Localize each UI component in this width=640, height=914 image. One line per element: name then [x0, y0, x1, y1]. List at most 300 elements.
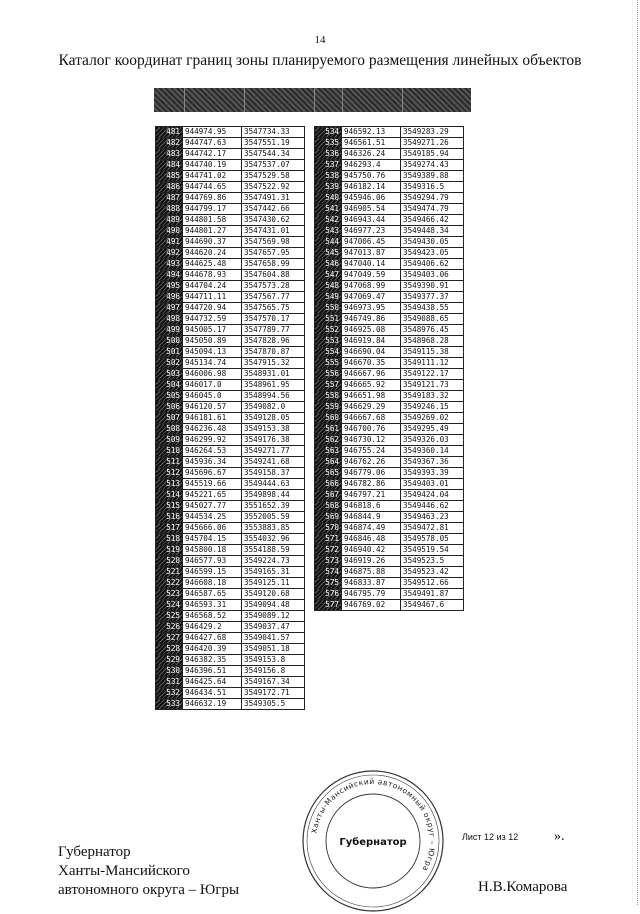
y-coordinate: 3549403.01 — [401, 479, 464, 490]
point-number: 508 — [156, 424, 183, 435]
point-number: 531 — [156, 677, 183, 688]
x-coordinate: 946651.98 — [342, 391, 401, 402]
table-row — [156, 699, 305, 710]
point-number: 522 — [156, 578, 183, 589]
x-coordinate: 945027.77 — [183, 501, 242, 512]
signer-name: Н.В.Комарова — [478, 879, 568, 895]
point-number: 524 — [156, 600, 183, 611]
y-coordinate: 3549120.68 — [242, 589, 305, 600]
point-number: 481 — [156, 127, 183, 138]
y-coordinate: 3549424.04 — [401, 490, 464, 501]
point-number: 519 — [156, 545, 183, 556]
y-coordinate: 3549360.14 — [401, 446, 464, 457]
point-number: 497 — [156, 303, 183, 314]
point-number: 525 — [156, 611, 183, 622]
x-coordinate: 946730.12 — [342, 435, 401, 446]
x-coordinate: 946919.26 — [342, 556, 401, 567]
point-number: 576 — [315, 589, 342, 600]
table-row — [156, 292, 305, 303]
table-row — [315, 281, 464, 292]
y-coordinate: 3547828.96 — [242, 336, 305, 347]
y-coordinate: 3549389.88 — [401, 171, 464, 182]
point-number: 543 — [315, 226, 342, 237]
y-coordinate: 3549156.8 — [242, 666, 305, 677]
y-coordinate: 3549898.44 — [242, 490, 305, 501]
point-number: 498 — [156, 314, 183, 325]
x-coordinate: 946181.61 — [183, 413, 242, 424]
x-coordinate: 946568.52 — [183, 611, 242, 622]
y-coordinate: 3552005.59 — [242, 512, 305, 523]
point-number: 567 — [315, 490, 342, 501]
point-number: 559 — [315, 402, 342, 413]
x-coordinate: 944740.19 — [183, 160, 242, 171]
x-coordinate: 946762.26 — [342, 457, 401, 468]
point-number: 570 — [315, 523, 342, 534]
table-row — [156, 479, 305, 490]
point-number: 500 — [156, 336, 183, 347]
x-coordinate: 944732.59 — [183, 314, 242, 325]
table-row — [315, 523, 464, 534]
y-coordinate: 3549523.42 — [401, 567, 464, 578]
y-coordinate: 3549446.62 — [401, 501, 464, 512]
x-coordinate: 947049.59 — [342, 270, 401, 281]
y-coordinate: 3549274.43 — [401, 160, 464, 171]
table-row — [156, 138, 305, 149]
y-coordinate: 3547551.19 — [242, 138, 305, 149]
point-number: 564 — [315, 457, 342, 468]
table-row — [156, 215, 305, 226]
x-coordinate: 946875.88 — [342, 567, 401, 578]
x-coordinate: 946629.29 — [342, 402, 401, 413]
seal-ring-text: Ханты-Мансийский автономный округ – Югра — [309, 776, 438, 874]
table-row — [156, 501, 305, 512]
x-coordinate: 946427.68 — [183, 633, 242, 644]
point-number: 554 — [315, 347, 342, 358]
x-coordinate: 946700.76 — [342, 424, 401, 435]
x-coordinate: 946120.57 — [183, 402, 242, 413]
y-coordinate: 3549448.34 — [401, 226, 464, 237]
x-coordinate: 946293.4 — [342, 160, 401, 171]
point-number: 483 — [156, 149, 183, 160]
x-coordinate: 946782.86 — [342, 479, 401, 490]
signer-position-line: Губернатор — [58, 844, 131, 860]
y-coordinate: 3547565.75 — [242, 303, 305, 314]
y-coordinate: 3549153.8 — [242, 655, 305, 666]
point-number: 556 — [315, 369, 342, 380]
table-row — [315, 248, 464, 259]
point-number: 494 — [156, 270, 183, 281]
y-coordinate: 3547431.01 — [242, 226, 305, 237]
y-coordinate: 3549467.6 — [401, 600, 464, 611]
table-row — [156, 589, 305, 600]
table-row — [315, 589, 464, 600]
point-number: 563 — [315, 446, 342, 457]
table-row — [156, 314, 305, 325]
y-coordinate: 3549403.06 — [401, 270, 464, 281]
x-coordinate: 944744.65 — [183, 182, 242, 193]
x-coordinate: 945704.15 — [183, 534, 242, 545]
point-number: 545 — [315, 248, 342, 259]
x-coordinate: 944711.11 — [183, 292, 242, 303]
table-row — [315, 215, 464, 226]
point-number: 540 — [315, 193, 342, 204]
x-coordinate: 946690.04 — [342, 347, 401, 358]
point-number: 517 — [156, 523, 183, 534]
page-number: 14 — [314, 34, 326, 46]
x-coordinate: 947068.99 — [342, 281, 401, 292]
y-coordinate: 3549491.87 — [401, 589, 464, 600]
point-number: 550 — [315, 303, 342, 314]
table-row — [156, 413, 305, 424]
y-coordinate: 3548968.28 — [401, 336, 464, 347]
table-row — [156, 600, 305, 611]
x-coordinate: 946632.19 — [183, 699, 242, 710]
y-coordinate: 3551652.39 — [242, 501, 305, 512]
signer-position-line: автономного округа – Югры — [58, 882, 240, 898]
x-coordinate: 947006.45 — [342, 237, 401, 248]
table-row — [315, 171, 464, 182]
point-number: 577 — [315, 600, 342, 611]
table-row — [156, 281, 305, 292]
point-number: 547 — [315, 270, 342, 281]
table-row — [156, 490, 305, 501]
x-coordinate: 946264.53 — [183, 446, 242, 457]
x-coordinate: 946396.51 — [183, 666, 242, 677]
table-row — [156, 611, 305, 622]
x-coordinate: 946006.98 — [183, 369, 242, 380]
x-coordinate: 945800.18 — [183, 545, 242, 556]
x-coordinate: 945696.67 — [183, 468, 242, 479]
y-coordinate: 3554188.59 — [242, 545, 305, 556]
x-coordinate: 946846.48 — [342, 534, 401, 545]
table-row — [156, 204, 305, 215]
table-row — [156, 523, 305, 534]
y-coordinate: 3549041.57 — [242, 633, 305, 644]
x-coordinate: 947040.14 — [342, 259, 401, 270]
x-coordinate: 944704.24 — [183, 281, 242, 292]
table-row — [315, 435, 464, 446]
y-coordinate: 3549224.73 — [242, 556, 305, 567]
point-number: 510 — [156, 446, 183, 457]
y-coordinate: 3549094.48 — [242, 600, 305, 611]
x-coordinate: 944974.95 — [183, 127, 242, 138]
x-coordinate: 947013.87 — [342, 248, 401, 259]
point-number: 488 — [156, 204, 183, 215]
coordinate-table-right — [314, 126, 464, 611]
y-coordinate: 3549089.12 — [242, 611, 305, 622]
document-title: Каталог координат границ зоны планируемого размещения линейных объектов — [58, 52, 582, 69]
y-coordinate: 3549519.54 — [401, 545, 464, 556]
signer-position — [58, 843, 239, 900]
y-coordinate: 3549512.66 — [401, 578, 464, 589]
x-coordinate: 946587.65 — [183, 589, 242, 600]
point-number: 573 — [315, 556, 342, 567]
point-number: 539 — [315, 182, 342, 193]
table-row — [156, 622, 305, 633]
point-number: 512 — [156, 468, 183, 479]
point-number: 535 — [315, 138, 342, 149]
point-number: 533 — [156, 699, 183, 710]
page-edge-line — [636, 0, 638, 905]
point-number: 558 — [315, 391, 342, 402]
x-coordinate: 946665.92 — [342, 380, 401, 391]
y-coordinate: 3549153.38 — [242, 424, 305, 435]
x-coordinate: 944625.48 — [183, 259, 242, 270]
table-row — [315, 534, 464, 545]
y-coordinate: 3547430.62 — [242, 215, 305, 226]
y-coordinate: 3549444.63 — [242, 479, 305, 490]
y-coordinate: 3547789.77 — [242, 325, 305, 336]
table-row — [315, 413, 464, 424]
point-number: 552 — [315, 325, 342, 336]
x-coordinate: 944799.17 — [183, 204, 242, 215]
point-number: 542 — [315, 215, 342, 226]
x-coordinate: 945134.74 — [183, 358, 242, 369]
x-coordinate: 945750.76 — [342, 171, 401, 182]
table-row — [315, 490, 464, 501]
table-row — [156, 237, 305, 248]
y-coordinate: 3549115.38 — [401, 347, 464, 358]
table-row — [156, 567, 305, 578]
point-number: 562 — [315, 435, 342, 446]
table-header-bar — [154, 88, 471, 112]
point-number: 566 — [315, 479, 342, 490]
x-coordinate: 944769.86 — [183, 193, 242, 204]
y-coordinate: 3549128.05 — [242, 413, 305, 424]
table-row — [315, 182, 464, 193]
point-number: 572 — [315, 545, 342, 556]
point-number: 549 — [315, 292, 342, 303]
y-coordinate: 3547573.28 — [242, 281, 305, 292]
point-number: 499 — [156, 325, 183, 336]
y-coordinate: 3549088.65 — [401, 314, 464, 325]
x-coordinate: 946425.64 — [183, 677, 242, 688]
table-row — [156, 325, 305, 336]
table-row — [156, 380, 305, 391]
y-coordinate: 3549122.17 — [401, 369, 464, 380]
point-number: 493 — [156, 259, 183, 270]
point-number: 491 — [156, 237, 183, 248]
x-coordinate: 946236.48 — [183, 424, 242, 435]
point-number: 538 — [315, 171, 342, 182]
y-coordinate: 3549283.29 — [401, 127, 464, 138]
x-coordinate: 946577.93 — [183, 556, 242, 567]
point-number: 537 — [315, 160, 342, 171]
table-row — [156, 435, 305, 446]
table-row — [156, 248, 305, 259]
x-coordinate: 946299.92 — [183, 435, 242, 446]
x-coordinate: 946561.51 — [342, 138, 401, 149]
point-number: 548 — [315, 281, 342, 292]
table-row — [315, 237, 464, 248]
y-coordinate: 3549390.91 — [401, 281, 464, 292]
point-number: 555 — [315, 358, 342, 369]
table-row — [156, 347, 305, 358]
y-coordinate: 3549406.62 — [401, 259, 464, 270]
table-row — [315, 138, 464, 149]
y-coordinate: 3549082.0 — [242, 402, 305, 413]
x-coordinate: 944720.94 — [183, 303, 242, 314]
point-number: 569 — [315, 512, 342, 523]
point-number: 501 — [156, 347, 183, 358]
x-coordinate: 945936.34 — [183, 457, 242, 468]
seal-center-text: Губернатор — [339, 837, 407, 848]
table-row — [315, 270, 464, 281]
x-coordinate: 946017.0 — [183, 380, 242, 391]
table-row — [315, 292, 464, 303]
x-coordinate: 946667.68 — [342, 413, 401, 424]
y-coordinate: 3549295.49 — [401, 424, 464, 435]
point-number: 484 — [156, 160, 183, 171]
y-coordinate: 3549578.05 — [401, 534, 464, 545]
table-row — [315, 468, 464, 479]
x-coordinate: 944620.24 — [183, 248, 242, 259]
point-number: 509 — [156, 435, 183, 446]
y-coordinate: 3549271.77 — [242, 446, 305, 457]
table-row — [156, 545, 305, 556]
point-number: 551 — [315, 314, 342, 325]
point-number: 495 — [156, 281, 183, 292]
y-coordinate: 3554032.96 — [242, 534, 305, 545]
x-coordinate: 946599.15 — [183, 567, 242, 578]
table-row — [315, 600, 464, 611]
y-coordinate: 3547734.33 — [242, 127, 305, 138]
table-row — [315, 127, 464, 138]
point-number: 534 — [315, 127, 342, 138]
x-coordinate: 946326.24 — [342, 149, 401, 160]
point-number: 568 — [315, 501, 342, 512]
x-coordinate: 946769.02 — [342, 600, 401, 611]
y-coordinate: 3549438.55 — [401, 303, 464, 314]
table-row — [156, 534, 305, 545]
point-number: 557 — [315, 380, 342, 391]
table-row — [156, 369, 305, 380]
y-coordinate: 3549294.79 — [401, 193, 464, 204]
table-row — [315, 369, 464, 380]
point-number: 571 — [315, 534, 342, 545]
y-coordinate: 3547491.31 — [242, 193, 305, 204]
point-number: 514 — [156, 490, 183, 501]
point-number: 530 — [156, 666, 183, 677]
table-row — [315, 193, 464, 204]
point-number: 565 — [315, 468, 342, 479]
y-coordinate: 3549167.34 — [242, 677, 305, 688]
table-row — [156, 666, 305, 677]
x-coordinate: 946670.35 — [342, 358, 401, 369]
point-number: 532 — [156, 688, 183, 699]
x-coordinate: 945519.66 — [183, 479, 242, 490]
x-coordinate: 946943.44 — [342, 215, 401, 226]
point-number: 561 — [315, 424, 342, 435]
y-coordinate: 3549172.71 — [242, 688, 305, 699]
x-coordinate: 945094.13 — [183, 347, 242, 358]
y-coordinate: 3549125.11 — [242, 578, 305, 589]
y-coordinate: 3549316.5 — [401, 182, 464, 193]
point-number: 515 — [156, 501, 183, 512]
point-number: 507 — [156, 413, 183, 424]
y-coordinate: 3549241.68 — [242, 457, 305, 468]
table-row — [315, 501, 464, 512]
table-row — [156, 160, 305, 171]
point-number: 486 — [156, 182, 183, 193]
table-row — [156, 512, 305, 523]
point-number: 496 — [156, 292, 183, 303]
y-coordinate: 3553883.85 — [242, 523, 305, 534]
x-coordinate: 945221.65 — [183, 490, 242, 501]
point-number: 523 — [156, 589, 183, 600]
y-coordinate: 3549474.79 — [401, 204, 464, 215]
table-row — [156, 688, 305, 699]
x-coordinate: 944801.27 — [183, 226, 242, 237]
x-coordinate: 946844.9 — [342, 512, 401, 523]
y-coordinate: 3549377.37 — [401, 292, 464, 303]
point-number: 487 — [156, 193, 183, 204]
table-row — [156, 270, 305, 281]
x-coordinate: 944741.02 — [183, 171, 242, 182]
table-row — [315, 424, 464, 435]
y-coordinate: 3549326.03 — [401, 435, 464, 446]
point-number: 527 — [156, 633, 183, 644]
table-row — [156, 336, 305, 347]
y-coordinate: 3549185.94 — [401, 149, 464, 160]
closing-quote-mark: ». — [554, 829, 565, 844]
y-coordinate: 3547567.77 — [242, 292, 305, 303]
x-coordinate: 946420.39 — [183, 644, 242, 655]
table-row — [315, 160, 464, 171]
y-coordinate: 3549271.26 — [401, 138, 464, 149]
table-row — [156, 457, 305, 468]
table-row — [315, 314, 464, 325]
x-coordinate: 945666.06 — [183, 523, 242, 534]
y-coordinate: 3547442.66 — [242, 204, 305, 215]
y-coordinate: 3549121.73 — [401, 380, 464, 391]
point-number: 544 — [315, 237, 342, 248]
point-number: 528 — [156, 644, 183, 655]
x-coordinate: 946593.31 — [183, 600, 242, 611]
x-coordinate: 945005.17 — [183, 325, 242, 336]
y-coordinate: 3549393.39 — [401, 468, 464, 479]
x-coordinate: 944690.37 — [183, 237, 242, 248]
y-coordinate: 3549158.37 — [242, 468, 305, 479]
table-row — [156, 171, 305, 182]
y-coordinate: 3548976.45 — [401, 325, 464, 336]
x-coordinate: 946977.23 — [342, 226, 401, 237]
y-coordinate: 3549269.02 — [401, 413, 464, 424]
y-coordinate: 3547658.99 — [242, 259, 305, 270]
point-number: 541 — [315, 204, 342, 215]
point-number: 492 — [156, 248, 183, 259]
table-row — [315, 380, 464, 391]
table-row — [315, 358, 464, 369]
x-coordinate: 946382.35 — [183, 655, 242, 666]
y-coordinate: 3549523.5 — [401, 556, 464, 567]
table-row — [156, 655, 305, 666]
table-row — [315, 567, 464, 578]
table-row — [156, 149, 305, 160]
x-coordinate: 947069.47 — [342, 292, 401, 303]
y-coordinate: 3549051.18 — [242, 644, 305, 655]
y-coordinate: 3549183.32 — [401, 391, 464, 402]
table-row — [156, 193, 305, 204]
y-coordinate: 3548994.56 — [242, 391, 305, 402]
table-row — [156, 633, 305, 644]
x-coordinate: 944678.93 — [183, 270, 242, 281]
table-row — [315, 402, 464, 413]
point-number: 505 — [156, 391, 183, 402]
x-coordinate: 946045.0 — [183, 391, 242, 402]
x-coordinate: 944801.58 — [183, 215, 242, 226]
table-row — [156, 644, 305, 655]
